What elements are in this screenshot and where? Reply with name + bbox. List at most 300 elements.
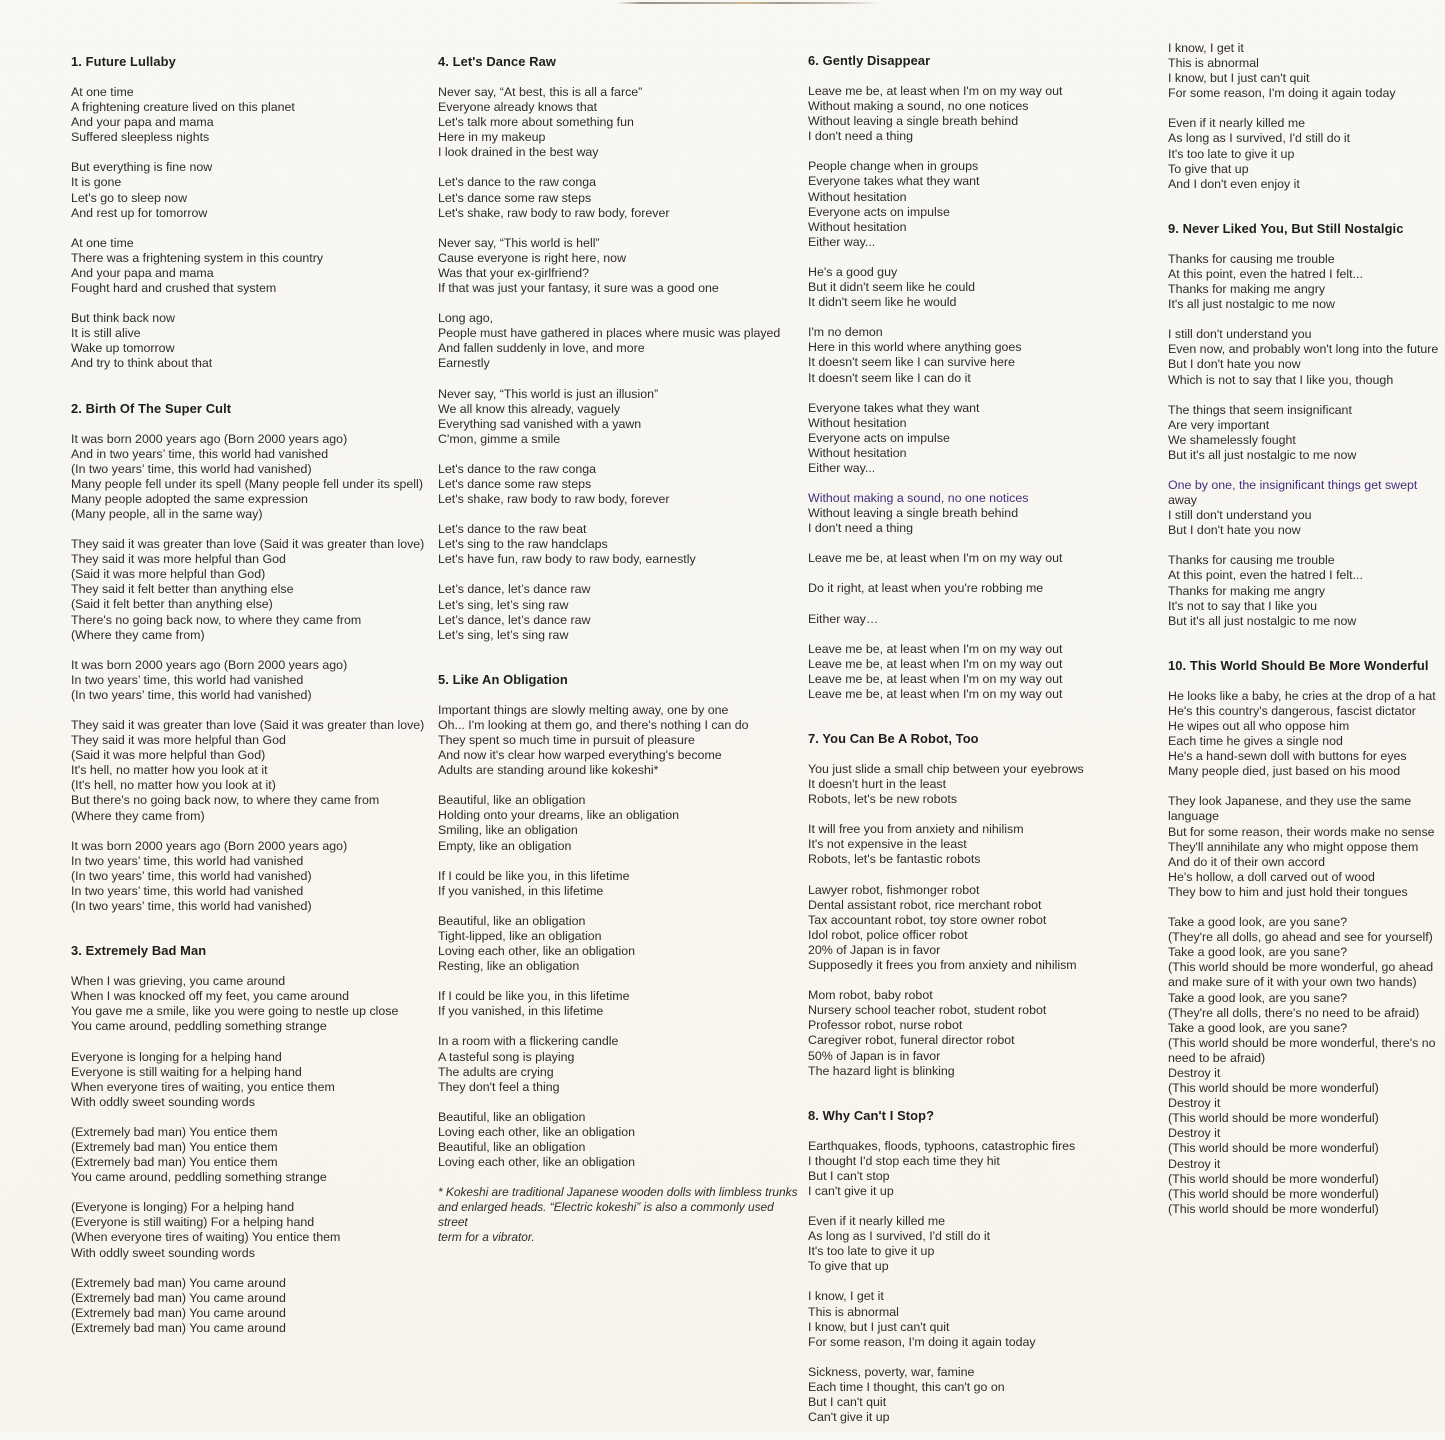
lyric-line: Holding onto your dreams, like an obligation <box>438 808 680 823</box>
lyric-line: Thanks for making me angry <box>1168 282 1326 297</box>
lyric-line: Thanks for causing me trouble <box>1168 251 1335 266</box>
stanza <box>808 325 1170 385</box>
lyric-line: This is abnormal <box>1168 56 1259 71</box>
stanza <box>71 718 431 824</box>
lyric-line: At one time <box>71 235 134 250</box>
lyric-line: Smiling, like an obligation <box>438 823 578 838</box>
lyric-line: (Said it was more helpful than God) <box>71 748 266 763</box>
stanza <box>808 1289 1170 1349</box>
stanza <box>1168 403 1445 463</box>
lyric-line: I can't give it up <box>808 1183 894 1198</box>
stanza <box>808 1214 1170 1274</box>
lyric-line: (They're all dolls, there's no need to be afraid) <box>1168 1005 1420 1020</box>
lyric-line: (Many people, all in the same way) <box>71 506 263 521</box>
lyric-line: Robots, let's be new robots <box>808 792 958 807</box>
lyric-line: Leave me be, at least when I'm on my way out <box>808 641 1063 656</box>
lyric-line: Either way... <box>808 234 876 249</box>
lyric-line: away <box>1168 493 1197 508</box>
lyric-line: Professor robot, nurse robot <box>808 1018 963 1033</box>
lyric-line: Let's sing to the raw handclaps <box>438 537 608 552</box>
lyric-line: Let’s sing, let’s sing raw <box>438 627 569 642</box>
lyric-line: They spent so much time in pursuit of pleasure <box>438 733 695 747</box>
stanza <box>71 1125 431 1185</box>
stanza <box>808 883 1170 974</box>
lyric-line: Let's dance some raw steps <box>438 190 592 205</box>
stanza <box>438 522 798 567</box>
lyric-line: They look Japanese, and they use the same <box>1168 794 1412 809</box>
lyric-line: I still don't understand you <box>1168 508 1312 523</box>
lyric-line: Let’s sing, let’s sing raw <box>438 597 569 612</box>
lyric-line: And I don't even enjoy it <box>1168 176 1300 191</box>
song-title: 5. Like An Obligation <box>438 671 568 687</box>
lyrics-column-3 <box>808 53 1170 1440</box>
lyric-line: At this point, even the hatred I felt... <box>1168 266 1363 281</box>
lyric-line: Everyone acts on impulse <box>808 430 950 445</box>
stanza <box>1168 915 1445 1217</box>
lyric-line: It doesn't seem like I can survive here <box>808 355 1015 370</box>
lyric-line: And your papa and mama <box>71 115 214 130</box>
lyric-line: The adults are crying <box>438 1064 554 1079</box>
lyric-line: You just slide a small chip between your eyebrows <box>808 762 1084 776</box>
lyric-line: Take a good look, are you sane? <box>1168 990 1348 1005</box>
lyric-line: Leave me be, at least when I'm on my way out <box>808 656 1063 671</box>
lyric-line: (Where they came from) <box>71 627 205 642</box>
stanza <box>71 311 431 371</box>
lyric-line: They said it was greater than love (Said it was greater than love) <box>71 537 425 552</box>
lyric-line: (Said it felt better than anything else) <box>71 597 273 612</box>
lyric-line: Each time I thought, this can't go on <box>808 1379 1005 1394</box>
stanza <box>1168 553 1445 628</box>
lyric-line: And now it's clear how warped everything's become <box>438 748 722 763</box>
lyric-line: Fought hard and crushed that system <box>71 281 277 296</box>
lyric-line: But it's all just nostalgic to me now <box>1168 613 1357 628</box>
lyric-line: Destroy it <box>1168 1126 1221 1141</box>
lyric-line: It's too late to give it up <box>1168 146 1295 161</box>
lyric-line: Robots, let's be fantastic robots <box>808 852 981 867</box>
stanza <box>71 658 431 703</box>
lyric-line: (Everyone is still waiting) For a helping hand <box>71 1215 315 1230</box>
lyric-line: If I could be like you, in this lifetime <box>438 868 630 883</box>
lyric-line: (Said it was more helpful than God) <box>71 567 266 582</box>
song-title: 4. Let's Dance Raw <box>438 54 557 69</box>
lyric-line: language <box>1168 809 1219 824</box>
stanza <box>438 236 798 296</box>
lyric-line: Was that your ex-girlfriend? <box>438 265 590 280</box>
lyric-line: They said it was greater than love (Said it was greater than love) <box>71 718 425 732</box>
stanza <box>1168 327 1445 387</box>
lyric-line: A frightening creature lived on this planet <box>71 100 295 115</box>
lyric-line: Even now, and probably won't long into the future <box>1168 342 1439 357</box>
lyric-line: He's a hand-sewn doll with buttons for eyes <box>1168 749 1407 764</box>
lyric-line: Resting, like an obligation <box>438 959 580 974</box>
lyric-line: Sickness, poverty, war, famine <box>808 1364 975 1379</box>
lyric-line: (In two years’ time, this world had vanished) <box>71 868 312 883</box>
lyric-line: I know, but I just can't quit <box>1168 71 1310 86</box>
lyric-line: For some reason, I'm doing it again today <box>1168 86 1396 101</box>
stanza <box>438 311 798 371</box>
lyric-line: I don't need a thing <box>808 129 914 144</box>
lyric-line: When I was knocked off my feet, you came around <box>71 989 350 1004</box>
stanza <box>438 582 798 642</box>
lyric-line: If you vanished, in this lifetime <box>438 883 604 898</box>
lyric-line: He's a good guy <box>808 264 898 279</box>
lyric-line: In a room with a flickering candle <box>438 1034 619 1049</box>
stanza <box>438 175 798 220</box>
lyric-line: (Extremely bad man) You entice them <box>71 1139 278 1154</box>
lyric-line: 50% of Japan is in favor <box>808 1048 941 1063</box>
stanza <box>438 462 798 507</box>
lyric-line: (This world should be more wonderful) <box>1168 1111 1379 1126</box>
stanza <box>1168 116 1445 191</box>
footnote <box>438 1185 798 1245</box>
lyric-line: I know, I get it <box>808 1289 884 1304</box>
song-title: 2. Birth Of The Super Cult <box>71 400 232 416</box>
lyric-line: They bow to him and just hold their tongues <box>1168 884 1408 899</box>
song-title: 1. Future Lullaby <box>71 54 176 69</box>
lyric-line: Everyone takes what they want <box>808 400 980 415</box>
stanza <box>808 612 1170 627</box>
lyric-line: A tasteful song is playing <box>438 1049 575 1064</box>
stanza <box>808 762 1170 807</box>
lyric-line: Without leaving a single breath behind <box>808 506 1019 521</box>
stanza <box>808 1365 1170 1425</box>
lyric-line: It's too late to give it up <box>808 1244 935 1259</box>
stanza <box>71 160 431 220</box>
lyric-line: I know, I get it <box>1168 41 1244 55</box>
lyric-line: Without hesitation <box>808 415 907 430</box>
stanza <box>808 159 1170 250</box>
lyric-line: Loving each other, like an obligation <box>438 1124 636 1139</box>
lyric-line: (When everyone tires of waiting) You entice them <box>71 1230 341 1245</box>
lyric-line: But I don't hate you now <box>1168 523 1301 538</box>
lyric-line: Let's dance to the raw conga <box>438 461 597 476</box>
lyric-line: It is still alive <box>71 326 141 341</box>
lyrics-column-1 <box>71 54 431 1351</box>
lyric-line: Oh... I'm looking at them go, and there's nothing I can do <box>438 717 749 732</box>
lyric-line: Destroy it <box>1168 1096 1221 1111</box>
lyric-line: When I was grieving, you came around <box>71 974 286 989</box>
stanza <box>71 974 431 1034</box>
lyric-line: With oddly sweet sounding words <box>71 1094 255 1109</box>
lyrics-column-4 <box>1168 41 1445 1232</box>
lyric-line: Beautiful, like an obligation <box>438 1109 586 1124</box>
stanza <box>71 1276 431 1336</box>
lyric-line: Everyone acts on impulse <box>808 204 950 219</box>
lyric-line: But I can't quit <box>808 1395 887 1409</box>
lyric-line: It's not expensive in the least <box>808 837 967 852</box>
lyric-line: They said it was more helpful than God <box>71 552 286 567</box>
lyric-line: Long ago, <box>438 311 494 326</box>
lyric-line: (Extremely bad man) You came around <box>71 1290 286 1305</box>
lyric-line: It will free you from anxiety and nihilism <box>808 822 1024 837</box>
lyric-line: Beautiful, like an obligation <box>438 1139 586 1154</box>
lyric-line: Without hesitation <box>808 219 907 234</box>
lyric-line: He's this country's dangerous, fascist dictator <box>1168 703 1416 718</box>
lyric-line: It was born 2000 years ago (Born 2000 years ago) <box>71 657 348 672</box>
stanza <box>71 236 431 296</box>
lyric-line: But I don't hate you now <box>1168 357 1301 372</box>
stanza <box>1168 41 1445 101</box>
lyric-line: * Kokeshi are traditional Japanese wooden dolls with limbless trunks <box>438 1185 798 1200</box>
lyric-line: He looks like a baby, he cries at the drop of a hat <box>1168 688 1436 703</box>
lyric-line: We all know this already, vaguely <box>438 401 621 416</box>
lyric-line: Tight-lipped, like an obligation <box>438 928 602 943</box>
lyric-line: Take a good look, are you sane? <box>1168 945 1348 960</box>
stanza <box>808 551 1170 566</box>
lyric-line: Leave me be, at least when I'm on my way out <box>808 671 1063 686</box>
lyric-line: Destroy it <box>1168 1156 1221 1171</box>
lyric-line: It's not to say that I like you <box>1168 598 1318 613</box>
lyric-line: Idol robot, police officer robot <box>808 927 968 942</box>
stanza <box>71 839 431 914</box>
lyric-line: Everyone is longing for a helping hand <box>71 1049 282 1064</box>
stanza <box>438 703 798 778</box>
stanza <box>808 642 1170 702</box>
stanza <box>808 988 1170 1079</box>
lyric-line: Many people died, just based on his mood <box>1168 764 1401 779</box>
lyric-line: To give that up <box>808 1259 889 1274</box>
lyric-line: (In two years’ time, this world had vanished) <box>71 461 312 476</box>
lyric-line: Earnestly <box>438 356 490 371</box>
lyric-line: Loving each other, like an obligation <box>438 1155 636 1170</box>
stanza <box>808 84 1170 144</box>
lyric-line: But think back now <box>71 311 176 326</box>
lyric-line: As long as I survived, I'd still do it <box>808 1229 991 1244</box>
lyric-line: Let’s dance, let’s dance raw <box>438 582 591 597</box>
lyric-line: (Where they came from) <box>71 808 205 823</box>
stanza <box>438 869 798 899</box>
lyric-line: Nursery school teacher robot, student robot <box>808 1003 1047 1018</box>
lyric-line: need to be afraid) <box>1168 1050 1266 1065</box>
lyric-line: It is gone <box>71 175 122 190</box>
lyric-line: When everyone tires of waiting, you entice them <box>71 1079 335 1094</box>
lyric-line: Thanks for making me angry <box>1168 583 1326 598</box>
lyric-line: They said it felt better than anything else <box>71 582 294 597</box>
scan-artifact <box>616 2 880 4</box>
lyric-line: If that was just your fantasy, it sure was a good one <box>438 281 719 296</box>
lyric-line: For some reason, I'm doing it again today <box>808 1334 1036 1349</box>
song-title: 8. Why Can't I Stop? <box>808 1107 935 1123</box>
stanza <box>438 1110 798 1170</box>
lyric-line: At one time <box>71 85 134 99</box>
lyric-line: They said it was more helpful than God <box>71 733 286 748</box>
lyric-line: Important things are slowly melting away, one by one <box>438 702 729 717</box>
lyric-line: And fallen suddenly in love, and more <box>438 341 645 356</box>
lyric-line: They'll annihilate any who might oppose them <box>1168 839 1419 854</box>
lyric-line: The hazard light is blinking <box>808 1063 955 1078</box>
stanza <box>808 265 1170 310</box>
lyric-line: (This world should be more wonderful, go ahead <box>1168 960 1434 975</box>
stanza <box>808 1139 1170 1199</box>
lyric-line: Let's shake, raw body to raw body, forever <box>438 205 670 220</box>
song-title: 10. This World Should Be More Wonderful <box>1168 657 1429 673</box>
lyric-line: It didn't seem like he would <box>808 295 957 310</box>
lyric-line: As long as I survived, I'd still do it <box>1168 131 1351 146</box>
lyric-line: Leave me be, at least when I'm on my way out <box>808 84 1063 98</box>
lyric-line: Dental assistant robot, rice merchant robot <box>808 897 1042 912</box>
stanza <box>71 85 431 145</box>
lyric-line: Beautiful, like an obligation <box>438 913 586 928</box>
lyric-line: But there's no going back now, to where they came from <box>71 793 380 808</box>
stanza <box>1168 794 1445 900</box>
lyric-line: (This world should be more wonderful, there's no <box>1168 1035 1436 1050</box>
lyric-line: If you vanished, in this lifetime <box>438 1004 604 1019</box>
lyric-line: There's no going back now, to where they came from <box>71 612 362 627</box>
lyric-line: We shamelessly fought <box>1168 432 1296 447</box>
lyric-line: Let's dance to the raw beat <box>438 522 587 537</box>
lyric-line: It's hell, no matter how you look at it <box>71 763 268 778</box>
song-title: 9. Never Liked You, But Still Nostalgic <box>1168 220 1404 236</box>
lyric-line: (Extremely bad man) You came around <box>71 1275 286 1290</box>
lyric-line: Let's shake, raw body to raw body, forever <box>438 492 670 507</box>
stanza <box>71 1050 431 1110</box>
lyric-line: But I can't stop <box>808 1168 890 1183</box>
lyric-line: People change when in groups <box>808 159 979 174</box>
stanza <box>1168 478 1445 538</box>
lyric-line: And rest up for tomorrow <box>71 205 208 220</box>
lyric-line: Many people fell under its spell (Many people fell under its spell) <box>71 476 423 491</box>
lyric-line: In two years’ time, this world had vanished <box>71 883 304 898</box>
lyric-line: And try to think about that <box>71 356 213 371</box>
lyric-line: And your papa and mama <box>71 265 214 280</box>
lyric-line: Even if it nearly killed me <box>1168 116 1306 131</box>
lyric-line: This is abnormal <box>808 1304 899 1319</box>
lyric-line: Let's dance some raw steps <box>438 476 592 491</box>
lyric-line: Can't give it up <box>808 1410 890 1425</box>
lyric-line: But it didn't seem like he could <box>808 280 975 295</box>
lyric-line: But it's all just nostalgic to me now <box>1168 447 1357 462</box>
lyric-line: Adults are standing around like kokeshi* <box>438 763 659 778</box>
stanza <box>808 822 1170 867</box>
lyric-line: Are very important <box>1168 417 1270 432</box>
lyric-line: Leave me be, at least when I'm on my way out <box>808 686 1063 701</box>
lyric-line: It was born 2000 years ago (Born 2000 years ago) <box>71 838 348 853</box>
lyric-line: and make sure of it with your own two hands) <box>1168 975 1417 990</box>
lyric-line: Never say, “At best, this is all a farce” <box>438 85 643 99</box>
lyric-line: But for some reason, their words make no sense <box>1168 824 1435 839</box>
lyric-line: (In two years’ time, this world had vanished) <box>71 687 312 702</box>
lyric-line: (This world should be more wonderful) <box>1168 1141 1379 1156</box>
lyric-line: Tax accountant robot, toy store owner robot <box>808 912 1047 927</box>
lyric-line: I thought I'd stop each time they hit <box>808 1153 1000 1168</box>
lyric-line: Each time he gives a single nod <box>1168 734 1343 749</box>
lyric-line: (It's hell, no matter how you look at it) <box>71 778 276 793</box>
lyric-line: Let's have fun, raw body to raw body, earnestly <box>438 552 696 567</box>
lyric-line: (This world should be more wonderful) <box>1168 1201 1379 1216</box>
lyric-line: You came around, peddling something strange <box>71 1019 327 1034</box>
stanza <box>71 537 431 643</box>
lyric-line: To give that up <box>1168 161 1249 176</box>
lyric-line: With oddly sweet sounding words <box>71 1245 255 1260</box>
lyric-line: Without hesitation <box>808 445 907 460</box>
stanza <box>438 85 798 160</box>
lyric-line: Here in this world where anything goes <box>808 340 1022 355</box>
lyric-line: Let's dance to the raw conga <box>438 175 597 190</box>
lyric-line: In two years’ time, this world had vanished <box>71 672 304 687</box>
stanza <box>808 491 1170 536</box>
lyric-line: But everything is fine now <box>71 160 213 175</box>
lyric-line: (Extremely bad man) You came around <box>71 1320 286 1335</box>
lyric-line: Without making a sound, no one notices <box>808 99 1029 114</box>
lyric-line: I still don't understand you <box>1168 327 1312 342</box>
lyric-line: I know, but I just can't quit <box>808 1319 950 1334</box>
lyric-line: Without making a sound, no one notices <box>808 491 1029 506</box>
lyric-line: I'm no demon <box>808 325 883 340</box>
lyric-line: Never say, “This world is hell” <box>438 235 600 250</box>
lyric-line: C'mon, gimme a smile <box>438 431 561 446</box>
stanza <box>438 989 798 1019</box>
lyric-line: It's all just nostalgic to me now <box>1168 297 1335 312</box>
lyric-line: Destroy it <box>1168 1065 1221 1080</box>
lyric-line: Here in my makeup <box>438 130 546 145</box>
lyric-line: Everyone already knows that <box>438 100 598 115</box>
lyric-line: Everyone is still waiting for a helping hand <box>71 1064 302 1079</box>
lyric-line: (This world should be more wonderful) <box>1168 1171 1379 1186</box>
lyric-line: Do it right, at least when you're robbing me <box>808 581 1044 596</box>
lyric-line: Wake up tomorrow <box>71 341 175 356</box>
lyric-line: You gave me a smile, like you were going to nestle up close <box>71 1004 399 1019</box>
lyric-line: Cause everyone is right here, now <box>438 250 627 265</box>
lyric-line: (Extremely bad man) You came around <box>71 1305 286 1320</box>
lyric-line: (In two years’ time, this world had vanished) <box>71 899 312 914</box>
lyric-line: Even if it nearly killed me <box>808 1214 946 1229</box>
lyric-line: Empty, like an obligation <box>438 838 572 853</box>
stanza <box>808 581 1170 596</box>
stanza <box>438 1034 798 1094</box>
lyric-line: Caregiver robot, funeral director robot <box>808 1033 1015 1048</box>
stanza <box>438 793 798 853</box>
lyric-line: Supposedly it frees you from anxiety and nihilism <box>808 958 1077 973</box>
lyric-line: It doesn't hurt in the least <box>808 777 947 792</box>
lyric-line: Everyone takes what they want <box>808 174 980 189</box>
lyric-line: People must have gathered in places where music was played <box>438 326 781 341</box>
lyric-line: And do it of their own accord <box>1168 854 1326 869</box>
lyric-line: It doesn't seem like I can do it <box>808 370 971 385</box>
stanza <box>71 1200 431 1260</box>
lyric-line: Let's go to sleep now <box>71 190 188 205</box>
lyric-line: (Extremely bad man) You entice them <box>71 1124 278 1139</box>
lyric-line: He's hollow, a doll carved out of wood <box>1168 869 1375 884</box>
stanza <box>808 401 1170 476</box>
song-title: 6. Gently Disappear <box>808 53 931 68</box>
lyric-line: Let’s dance, let’s dance raw <box>438 612 591 627</box>
lyric-line: Without leaving a single breath behind <box>808 114 1019 129</box>
song-title: 3. Extremely Bad Man <box>71 943 207 959</box>
lyric-line: Never say, “This world is just an illusion” <box>438 386 659 401</box>
lyric-line: One by one, the insignificant things get swept <box>1168 477 1418 492</box>
lyric-line: and enlarged heads. “Electric kokeshi” is also a commonly used street <box>438 1200 774 1230</box>
stanza <box>438 914 798 974</box>
lyric-line: Lawyer robot, fishmonger robot <box>808 882 980 897</box>
lyric-line: Let's talk more about something fun <box>438 115 634 130</box>
lyric-line: Many people adopted the same expression <box>71 491 308 506</box>
lyric-line: (Everyone is longing) For a helping hand <box>71 1200 295 1215</box>
lyric-line: It was born 2000 years ago (Born 2000 years ago) <box>71 431 348 446</box>
lyric-line: The things that seem insignificant <box>1168 402 1352 417</box>
lyric-line: They don't feel a thing <box>438 1079 560 1094</box>
stanza <box>71 432 431 523</box>
lyric-line: Either way... <box>808 460 876 475</box>
lyric-line: Thanks for causing me trouble <box>1168 553 1335 568</box>
stanza <box>1168 252 1445 312</box>
lyric-line: There was a frightening system in this country <box>71 250 324 265</box>
lyric-line: You came around, peddling something strange <box>71 1170 327 1185</box>
lyric-line: (This world should be more wonderful) <box>1168 1081 1379 1096</box>
lyric-line: I don't need a thing <box>808 521 914 536</box>
lyric-line: Either way… <box>808 611 879 626</box>
lyric-line: term for a vibrator. <box>438 1230 535 1245</box>
lyric-line: 20% of Japan is in favor <box>808 942 941 957</box>
